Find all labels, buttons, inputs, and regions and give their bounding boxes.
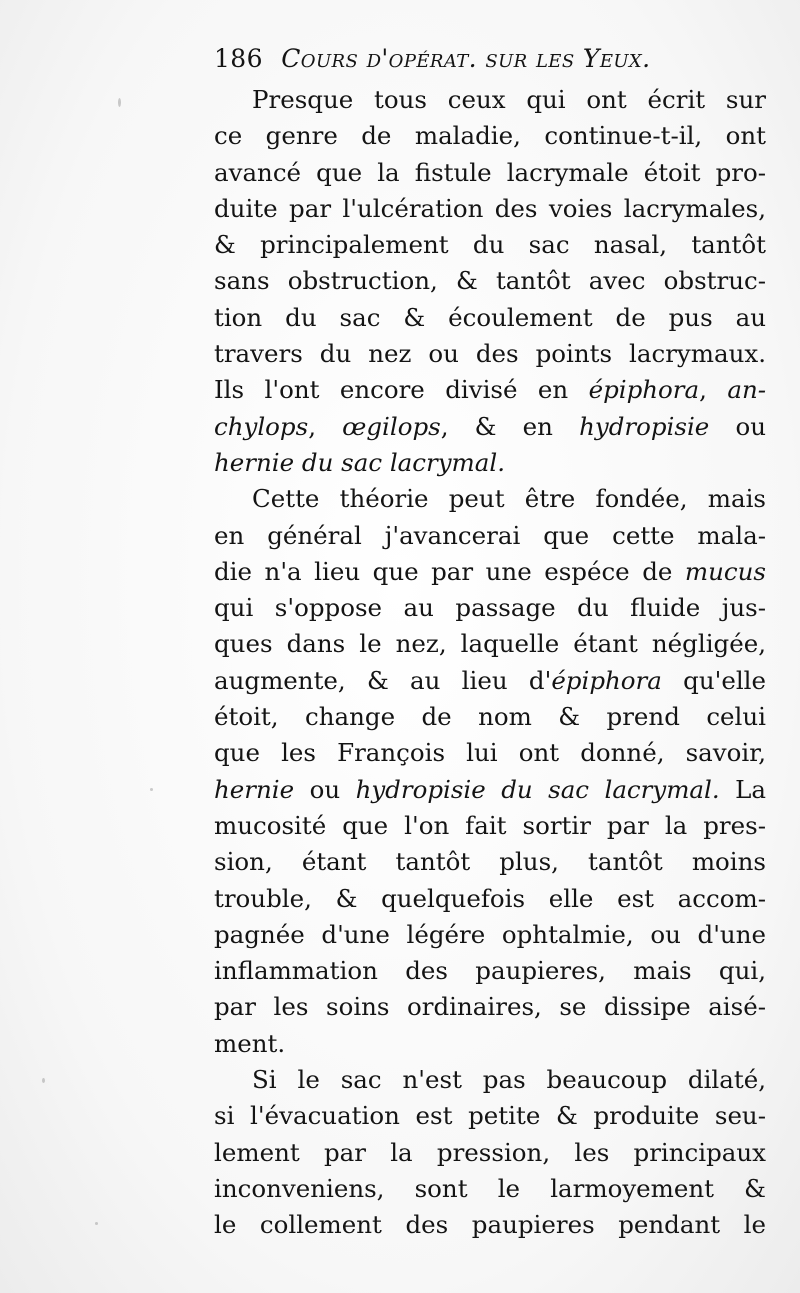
text-line: Presque tous ceux qui ont écrit sur [252, 85, 766, 114]
text-line: mucosité que l'on fait sortir par la pres- [214, 810, 766, 840]
text-line: Ils l'ont encore divisé en épiphora, an- [214, 375, 766, 405]
text-line: Cette théorie peut être fondée, mais [252, 484, 766, 514]
text-block [214, 36, 766, 1244]
text-line: ment. [214, 1028, 286, 1058]
text-line: inflammation des paupieres, mais qui, [214, 956, 766, 986]
paragraph [214, 481, 766, 1062]
page-number: 186 [214, 44, 263, 73]
text-line: Si le sac n'est pas beaucoup dilaté, [252, 1065, 766, 1095]
text-line: que les François lui ont donné, savoir, [214, 738, 766, 768]
text-line: qui s'oppose au passage du fluide jus- [214, 593, 766, 623]
text-line: inconveniens, sont le larmoyement & [214, 1173, 766, 1203]
text-line: hernie du sac lacrymal. [214, 447, 506, 477]
text-line: chylops, œgilops, & en hydropisie ou [214, 411, 766, 441]
text-line: ques dans le nez, laquelle étant négligée, [214, 629, 766, 659]
text-line: lement par la pression, les principaux [214, 1137, 766, 1167]
text-line: & principalement du sac nasal, tantôt [214, 230, 766, 260]
text-line: ce genre de maladie, continue-t-il, ont [214, 121, 766, 151]
text-line: duite par l'ulcération des voies lacrymales, [214, 193, 766, 223]
text-line: le collement des paupieres pendant le [214, 1210, 766, 1240]
paragraph [214, 1062, 766, 1243]
page-speck [42, 1078, 45, 1083]
text-line: augmente, & au lieu d'épiphora qu'elle [214, 665, 766, 695]
text-line: si l'évacuation est petite & produite seu- [214, 1101, 766, 1131]
text-line: étoit, change de nom & prend celui [214, 702, 766, 732]
page-speck [95, 1222, 98, 1225]
text-line: hernie ou hydropisie du sac lacrymal. La [214, 774, 766, 804]
text-line: travers du nez ou des points lacrymaux. [214, 339, 766, 369]
text-line: die n'a lieu que par une espéce de mucus [214, 556, 766, 586]
text-line: avancé que la fistule lacrymale étoit pro- [214, 157, 766, 187]
text-line: en général j'avancerai que cette mala- [214, 520, 766, 550]
text-line: trouble, & quelquefois elle est accom- [214, 883, 766, 913]
page-speck [150, 788, 153, 791]
running-title: Cours d'opérat. sur les Yeux. [281, 44, 651, 73]
paragraph [214, 82, 766, 481]
page-speck [118, 98, 121, 107]
text-line: sans obstruction, & tantôt avec obstruc- [214, 266, 766, 296]
text-line: tion du sac & écoulement de pus au [214, 302, 766, 332]
text-line: sion, étant tantôt plus, tantôt moins [214, 847, 766, 877]
running-head [214, 36, 766, 82]
text-line: pagnée d'une légére ophtalmie, ou d'une [214, 919, 766, 949]
text-line: par les soins ordinaires, se dissipe aisé- [214, 992, 766, 1022]
